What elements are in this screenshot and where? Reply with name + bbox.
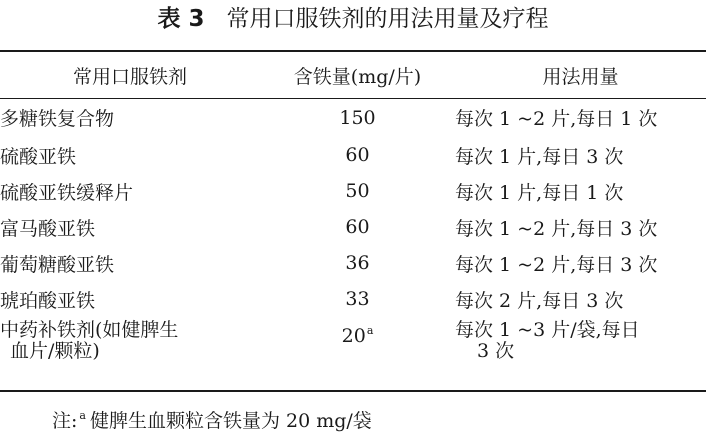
header-iron-content: 含铁量(mg/片) — [293, 65, 422, 88]
table-footnote — [52, 404, 372, 433]
iron-dosage-table — [0, 52, 706, 379]
footnote-mark: a — [79, 409, 86, 422]
usage-text — [455, 317, 706, 379]
usage-text: 每次 2 片,每日 3 次 — [455, 289, 624, 312]
iron-amount-value: 20 — [341, 325, 366, 347]
footnote-prefix: 注: — [52, 410, 78, 432]
header-usage: 用法用量 — [542, 65, 619, 88]
drug-name: 硫酸亚铁 — [0, 145, 77, 168]
iron-amount: 36 — [345, 252, 370, 274]
usage-text: 每次 1 片,每日 1 次 — [455, 181, 624, 204]
table-caption: 常用口服铁剂的用法用量及疗程 — [226, 6, 549, 32]
iron-amount: 60 — [345, 216, 370, 238]
usage-line1: 每次 1 ~3 片/袋,每日 — [455, 319, 640, 341]
table-row — [0, 317, 706, 379]
drug-name: 硫酸亚铁缓释片 — [0, 181, 134, 204]
table-title — [0, 4, 706, 34]
drug-name-line2: 血片/颗粒) — [10, 340, 100, 362]
usage-line2: 3 次 — [477, 340, 515, 362]
table-row — [0, 173, 706, 209]
iron-amount: 33 — [345, 288, 370, 310]
iron-amount: 150 — [339, 106, 376, 129]
table-row — [0, 281, 706, 317]
bottom-rule — [0, 390, 706, 392]
table-row — [0, 209, 706, 245]
header-drug: 常用口服铁剂 — [72, 65, 187, 88]
usage-text: 每次 1 ~2 片,每日 3 次 — [455, 253, 658, 276]
iron-amount — [260, 317, 455, 379]
footnote-text: 健脾生血颗粒含铁量为 20 mg/袋 — [89, 410, 372, 432]
usage-text: 每次 1 片,每日 3 次 — [455, 145, 624, 168]
drug-name: 葡萄糖酸亚铁 — [0, 253, 115, 276]
usage-text: 每次 1 ~2 片,每日 1 次 — [455, 108, 658, 130]
table-row — [0, 98, 706, 137]
table-header-row — [0, 52, 706, 98]
drug-name: 富马酸亚铁 — [0, 217, 96, 240]
drug-name-line1: 中药补铁剂(如健脾生 — [0, 319, 179, 341]
usage-text: 每次 1 ~2 片,每日 3 次 — [455, 217, 658, 240]
drug-name: 多糖铁复合物 — [0, 108, 115, 130]
iron-amount: 60 — [345, 144, 370, 166]
drug-name — [0, 317, 260, 379]
drug-name: 琥珀酸亚铁 — [0, 289, 96, 312]
table-number: 表 3 — [157, 6, 205, 32]
table-row — [0, 137, 706, 173]
iron-amount: 50 — [345, 180, 370, 202]
table-row — [0, 245, 706, 281]
footnote-marker: a — [366, 324, 374, 337]
